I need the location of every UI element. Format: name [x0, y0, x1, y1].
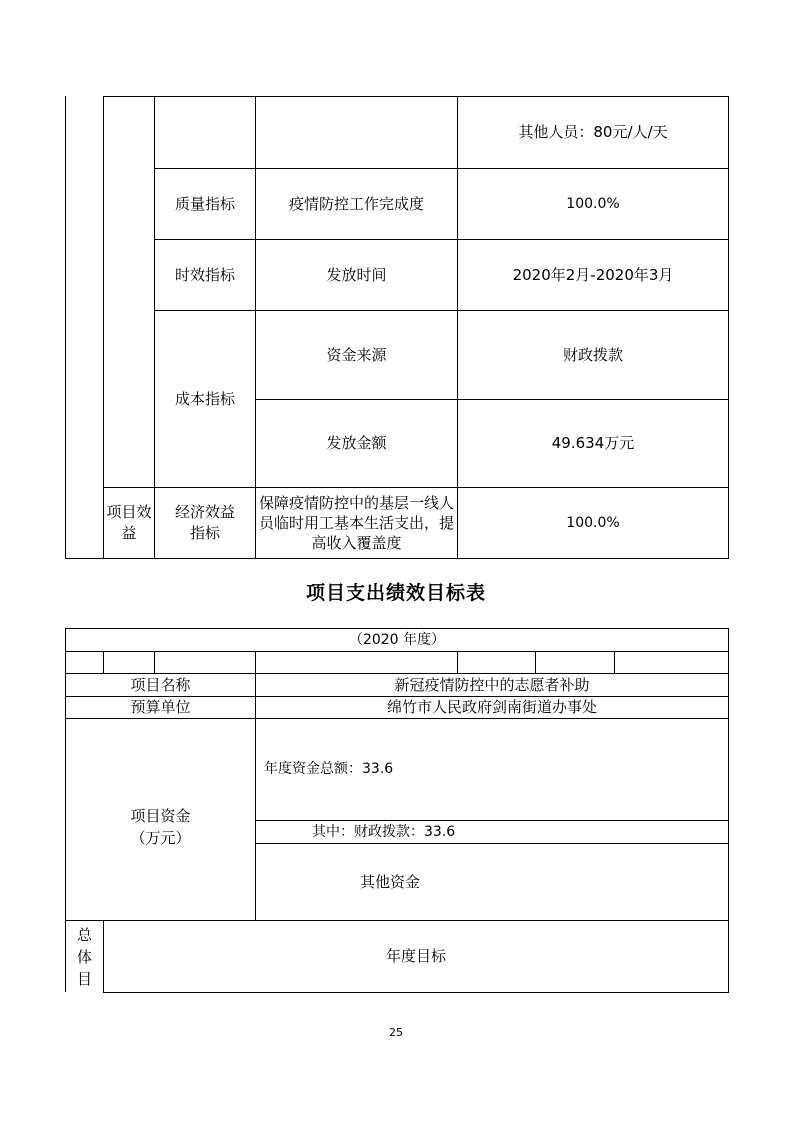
project-funds-label	[66, 719, 255, 920]
indicator-category: 质量指标	[174, 194, 235, 213]
indicator-value: 2020年2月-2020年3月	[512, 265, 674, 284]
indicator-name: 疫情防控工作完成度	[288, 194, 424, 213]
funds-label-text: 项目资金	[130, 806, 191, 825]
indicator-name: 发放时间	[326, 265, 387, 284]
indicator-name: 保障疫情防控中的基层一线人员临时用工基本生活支出，提高收入覆盖度	[258, 494, 454, 552]
overall-goal-text: 总体目	[76, 925, 92, 988]
table-border	[103, 651, 104, 673]
table-border	[728, 96, 729, 559]
table-border	[65, 651, 729, 652]
table-border	[65, 558, 729, 559]
funds-unit-text: （万元）	[130, 828, 191, 847]
indicator-value: 100.0%	[566, 195, 620, 212]
project-name-value: 新冠疫情防控中的志愿者补助	[394, 675, 590, 694]
other-funds-label: 其他资金	[360, 872, 421, 891]
indicator-section: 项目效益	[106, 503, 152, 542]
indicator-value: 其他人员：80元/人/天	[518, 123, 668, 141]
table-border	[103, 992, 729, 993]
fiscal-funds-value: 其中：财政拨款：33.6	[312, 823, 456, 840]
annual-goal-label: 年度目标	[385, 947, 446, 965]
project-name-label: 项目名称	[130, 675, 191, 694]
table-border	[255, 651, 256, 673]
overall-goal-label	[66, 921, 103, 992]
indicator-value: 49.634万元	[551, 434, 635, 452]
indicator-category: 成本指标	[174, 389, 235, 408]
indicator-value: 财政拨款	[562, 345, 623, 364]
page-number: 25	[389, 1026, 403, 1039]
table-border	[65, 96, 66, 559]
budget-unit-value: 绵竹市人民政府剑南街道办事处	[386, 698, 597, 716]
table-border	[154, 651, 155, 673]
indicator-category: 经济效益指标	[174, 503, 235, 542]
indicator-category: 时效指标	[174, 265, 235, 284]
total-funds-value: 年度资金总额：33.6	[264, 761, 394, 777]
table-year: （2020 年度）	[348, 631, 446, 648]
table-border	[535, 651, 536, 673]
table-border	[728, 628, 729, 993]
indicator-name: 发放金额	[326, 434, 387, 452]
page-title: 项目支出绩效目标表	[305, 582, 486, 604]
table-border	[457, 651, 458, 673]
table-border	[614, 651, 615, 673]
indicator-value: 100.0%	[566, 514, 620, 531]
budget-unit-label: 预算单位	[130, 698, 191, 716]
indicator-name: 资金来源	[326, 345, 387, 364]
